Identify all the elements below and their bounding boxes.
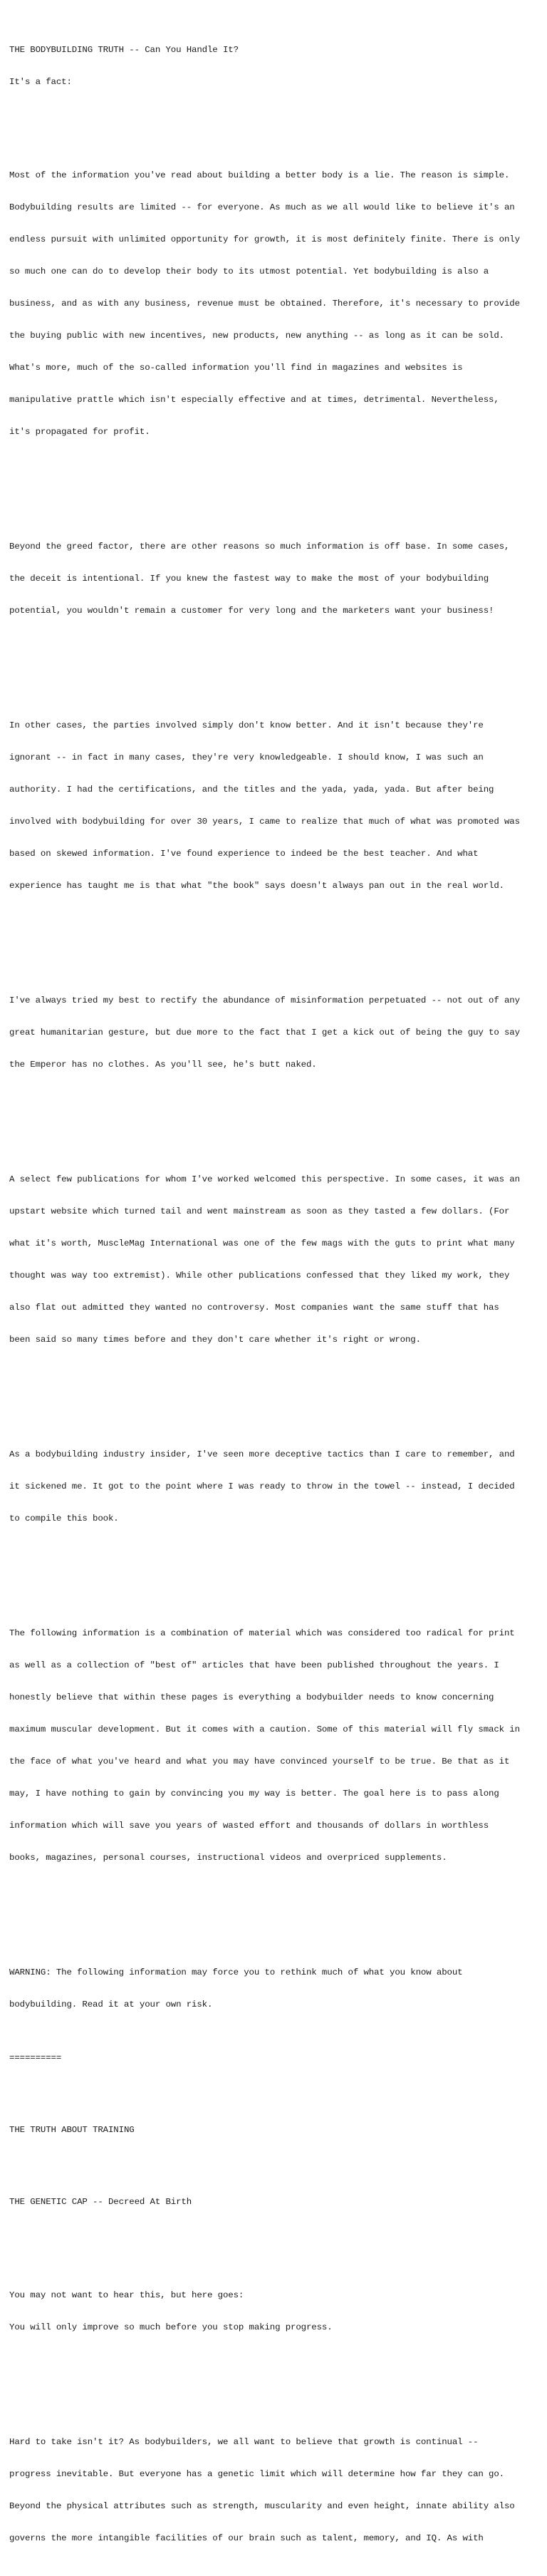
text-line: the face of what you've heard and what you may have convinced yourself to be true. Be that as it bbox=[9, 1757, 510, 1767]
text-line: upstart website which turned tail and went mainstream as soon as they tasted a few dollars. (For bbox=[9, 1206, 510, 1216]
text-line: to compile this book. bbox=[9, 1514, 119, 1524]
text-line: The following information is a combination of material which was considered too radical for print bbox=[9, 1628, 515, 1638]
paragraph-5 bbox=[9, 1153, 540, 1367]
text-line: also flat out admitted they wanted no controversy. Most companies want the same stuff that has bbox=[9, 1303, 499, 1313]
section-heading: THE TRUTH ABOUT TRAINING bbox=[9, 2125, 135, 2135]
intro-line: It's a fact: bbox=[9, 77, 72, 87]
text-line: so much one can do to develop their body to its utmost potential. Yet bodybuilding is also a bbox=[9, 267, 489, 276]
text-line: it sickened me. It got to the point where I was ready to throw in the towel -- instead, I decided bbox=[9, 1481, 515, 1491]
text-line: the deceit is intentional. If you knew the fastest way to make the most of your bodybuilding bbox=[9, 574, 489, 584]
document-page bbox=[9, 24, 540, 2576]
text-line: You will only improve so much before you stop making progress. bbox=[9, 2322, 333, 2332]
text-line: business, and as with any business, revenue must be obtained. Therefore, it's necessary to provide bbox=[9, 299, 520, 309]
text-line: may, I have nothing to gain by convincing you my way is better. The goal here is to pass along bbox=[9, 1789, 499, 1799]
text-line: progress inevitable. But everyone has a genetic limit which will determine how far they can go. bbox=[9, 2469, 504, 2479]
text-line: potential, you wouldn't remain a customer for very long and the marketers want your business! bbox=[9, 606, 494, 616]
text-line: books, magazines, personal courses, instructional videos and overpriced supplements. bbox=[9, 1853, 447, 1863]
text-line: As a bodybuilding industry insider, I've seen more deceptive tactics than I care to remember, and bbox=[9, 1449, 515, 1459]
text-line: governs the more intangible facilities of our brain such as talent, memory, and IQ. As with bbox=[9, 2533, 484, 2543]
text-line: involved with bodybuilding for over 30 years, I came to realize that much of what was promoted was bbox=[9, 817, 520, 827]
text-line: What's more, much of the so-called information you'll find in magazines and websites is bbox=[9, 363, 463, 373]
document-title: THE BODYBUILDING TRUTH -- Can You Handle It? bbox=[9, 45, 239, 55]
paragraph-8 bbox=[9, 2269, 540, 2354]
warning-paragraph bbox=[9, 1946, 540, 2032]
text-line: endless pursuit with unlimited opportunity for growth, it is most definitely finite. There is only bbox=[9, 234, 520, 244]
text-line: bodybuilding. Read it at your own risk. bbox=[9, 2000, 213, 2009]
text-line: what it's worth, MuscleMag International was one of the few mags with the guts to print what many bbox=[9, 1238, 515, 1248]
paragraph-9 bbox=[9, 2416, 540, 2565]
paragraph-1 bbox=[9, 149, 540, 459]
text-line: Beyond the greed factor, there are other reasons so much information is off base. In some cases, bbox=[9, 542, 510, 552]
text-line: maximum muscular development. But it comes with a caution. Some of this material will fly smack in bbox=[9, 1724, 520, 1734]
text-line: Beyond the physical attributes such as strength, muscularity and even height, innate ability also bbox=[9, 2501, 515, 2511]
text-line: A select few publications for whom I've worked welcomed this perspective. In some cases, it was an bbox=[9, 1174, 520, 1184]
text-line: In other cases, the parties involved simply don't know better. And it isn't because they're bbox=[9, 720, 484, 730]
text-line: based on skewed information. I've found experience to indeed be the best teacher. And what bbox=[9, 849, 479, 859]
text-line: honestly believe that within these pages is everything a bodybuilder needs to know concerning bbox=[9, 1692, 494, 1702]
text-line: Hard to take isn't it? As bodybuilders, we all want to believe that growth is continual -- bbox=[9, 2437, 479, 2447]
text-line: manipulative prattle which isn't especially effective and at times, detrimental. Nevertheless, bbox=[9, 395, 499, 405]
text-line: it's propagated for profit. bbox=[9, 427, 150, 437]
paragraph-4 bbox=[9, 974, 540, 1092]
text-line: great humanitarian gesture, but due more to the fact that I get a kick out of being the guy to say bbox=[9, 1028, 520, 1038]
paragraph-6 bbox=[9, 1428, 540, 1546]
paragraph-2 bbox=[9, 520, 540, 638]
text-line: WARNING: The following information may force you to rethink much of what you know about bbox=[9, 1967, 463, 1977]
text-line: information which will save you years of wasted effort and thousands of dollars in worthless bbox=[9, 1821, 489, 1831]
text-line: authority. I had the certifications, and the titles and the yada, yada, yada. But after being bbox=[9, 785, 494, 795]
text-line: Bodybuilding results are limited -- for everyone. As much as we all would like to believe it's an bbox=[9, 202, 515, 212]
text-line: the buying public with new incentives, new products, new anything -- as long as it can be sold. bbox=[9, 331, 504, 341]
text-line: ignorant -- in fact in many cases, they're very knowledgeable. I should know, I was such an bbox=[9, 752, 484, 762]
divider: ========== bbox=[9, 2053, 62, 2063]
text-line: Most of the information you've read about building a better body is a lie. The reason is simple. bbox=[9, 170, 510, 180]
text-line: You may not want to hear this, but here goes: bbox=[9, 2290, 244, 2300]
text-line: experience has taught me is that what "the book" says doesn't always pan out in the real world. bbox=[9, 881, 504, 891]
subsection-heading: THE GENETIC CAP -- Decreed At Birth bbox=[9, 2197, 192, 2207]
text-line: as well as a collection of "best of" articles that have been published throughout the years. I bbox=[9, 1660, 499, 1670]
paragraph-3 bbox=[9, 699, 540, 913]
paragraph-7 bbox=[9, 1607, 540, 1885]
text-line: the Emperor has no clothes. As you'll see, he's butt naked. bbox=[9, 1060, 317, 1070]
text-line: thought was way too extremist). While other publications confessed that they liked my work, they bbox=[9, 1271, 510, 1281]
text-line: been said so many times before and they don't care whether it's right or wrong. bbox=[9, 1335, 421, 1345]
text-line: I've always tried my best to rectify the abundance of misinformation perpetuated -- not out of any bbox=[9, 995, 520, 1005]
